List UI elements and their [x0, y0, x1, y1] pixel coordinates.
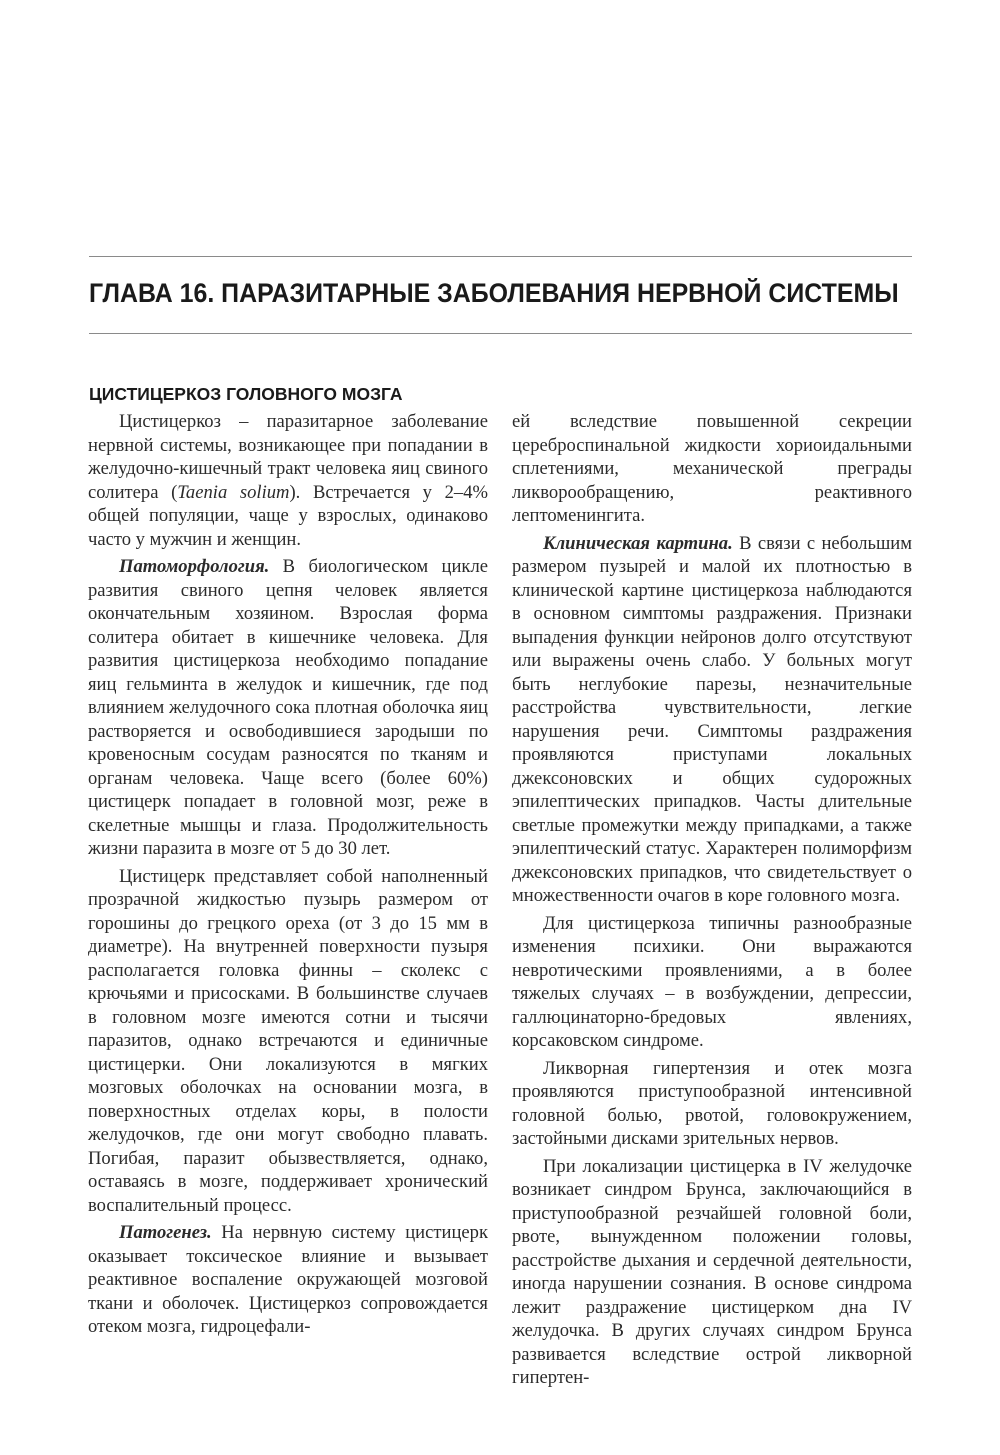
paragraph-bruns-syndrome: При локализации цистицерка в IV желудочке возникает синдром Брунса, заключающийся в приступообразной резчайшей головной боли, рвоте, вынужденном положении головы, расстройстве дыхания и сердечной деятельности, иногда нарушении сознания. В основе синдрома лежит раздражение цистицерком дна IV желудочка. В других случаях синдром Брунса развивается вследствие острой ликворной гипертен- [512, 1155, 912, 1388]
left-column [88, 410, 488, 1339]
pathogenesis-text: На нервную систему цистицерк оказывает токсическое влияние и вызывает реактивное воспаление окружающей мозговой ткани и оболочек. Цистицеркоз сопровождается отеком мозга, гидроцефали- [88, 1222, 488, 1337]
paragraph-pathomorphology [88, 555, 488, 861]
paragraph-psyche: Для цистицеркоза типичны разнообразные изменения психики. Они выражаются невротическими проявлениями, а в более тяжелых случаях – в возбуждении, депрессии, галлюцинаторно-бредовых явлениях, корсаковском синдроме. [512, 912, 912, 1051]
pathomorphology-text: В биологическом цикле развития свиного цепня человек является окончательным хозяином. Взрослая форма солитера обитает в кишечнике человека. Для развития цистицеркоза необходимо попадание яиц гельминта в желудок и кишечник, где под влиянием желудочного сока плотная оболочка яиц растворяется и освободившиеся зародыши по кровеносным сосудам разносятся по тканям и органам человека. Чаще всего (более 60%) цистицерк попадает в головной мозг, реже в скелетные мышцы и глаза. Продолжительность жизни паразита в мозге от 5 до 30 лет. [88, 556, 488, 859]
paragraph-continuation: ей вследствие повышенной секреции цереброспинальной жидкости хориоидальными сплетениями, механической преграды ликворообращению, реактивного лептоменингита. [512, 411, 912, 526]
paragraph-clinical-picture [512, 532, 912, 908]
intro-text: Цистицеркоз – паразитарное заболевание нервной системы, возникающее при попадании в желудочно-кишечный тракт человека яиц свиного солитера ( [88, 411, 488, 503]
clinical-text: В связи с небольшим размером пузырей и малой их плотностью в клинической картине цистицеркоза наблюдаются в основном симптомы раздражения. Признаки выпадения функции нейронов долго отсутствуют или выражены очень слабо. У больных могут быть неглубокие парезы, незначительные расстройства чувствительности, легкие нарушения речи. Симптомы раздражения проявляются приступами локальных джексоновских и общих судорожных эпилептических припадков. Часты длительные светлые промежутки между припадками, а также эпилептический статус. Характерен полиморфизм джексоновских припадков, что свидетельствует о множественности очагов в коре головного мозга. [512, 532, 912, 906]
intro-text-end: ). Встречается у 2–4% общей популяции, чаще у взрослых, одинаково часто у мужчин и женщин. [88, 481, 488, 550]
paragraph-hypertension: Ликворная гипертензия и отек мозга проявляются приступообразной интенсивной головной болью, рвотой, головокружением, застойными дисками зрительных нервов. [512, 1057, 912, 1149]
paragraph-cysticercus: Цистицерк представляет собой наполненный прозрачной жидкостью пузырь размером от горошины до грецкого ореха (от 3 до 15 мм в диаметре). На внутренней поверхности пузыря располагается головка финны – сколекс с крючьями и присосками. В большинстве случаев в головном мозге имеются сотни и тысячи паразитов, однако встречаются и единичные цистицерки. Они локализуются в мягких мозговых оболочках на основании мозга, в поверхностных отделах коры, в полости желудочков, где они могут свободно плавать. Погибая, паразит обызвествляется, однако, оставаясь в мозге, поддерживает хронический воспалительный процесс. [88, 865, 488, 1216]
section-title: ЦИСТИЦЕРКОЗ ГОЛОВНОГО МОЗГА [89, 384, 403, 404]
latin-name: Taenia solium [177, 481, 290, 503]
run-in-heading-pathomorphology: Патоморфология. [119, 556, 270, 577]
run-in-heading-pathogenesis: Патогенез. [119, 1222, 212, 1243]
paragraph-intro [88, 410, 488, 551]
right-column [512, 410, 912, 1390]
top-rule [89, 256, 912, 257]
paragraph-pathogenesis [88, 1221, 488, 1339]
chapter-title: ГЛАВА 16. ПАРАЗИТАРНЫЕ ЗАБОЛЕВАНИЯ НЕРВНОЙ СИСТЕМЫ [89, 278, 899, 308]
bottom-rule [89, 333, 912, 334]
run-in-heading-clinical: Клиническая картина. [543, 532, 733, 554]
